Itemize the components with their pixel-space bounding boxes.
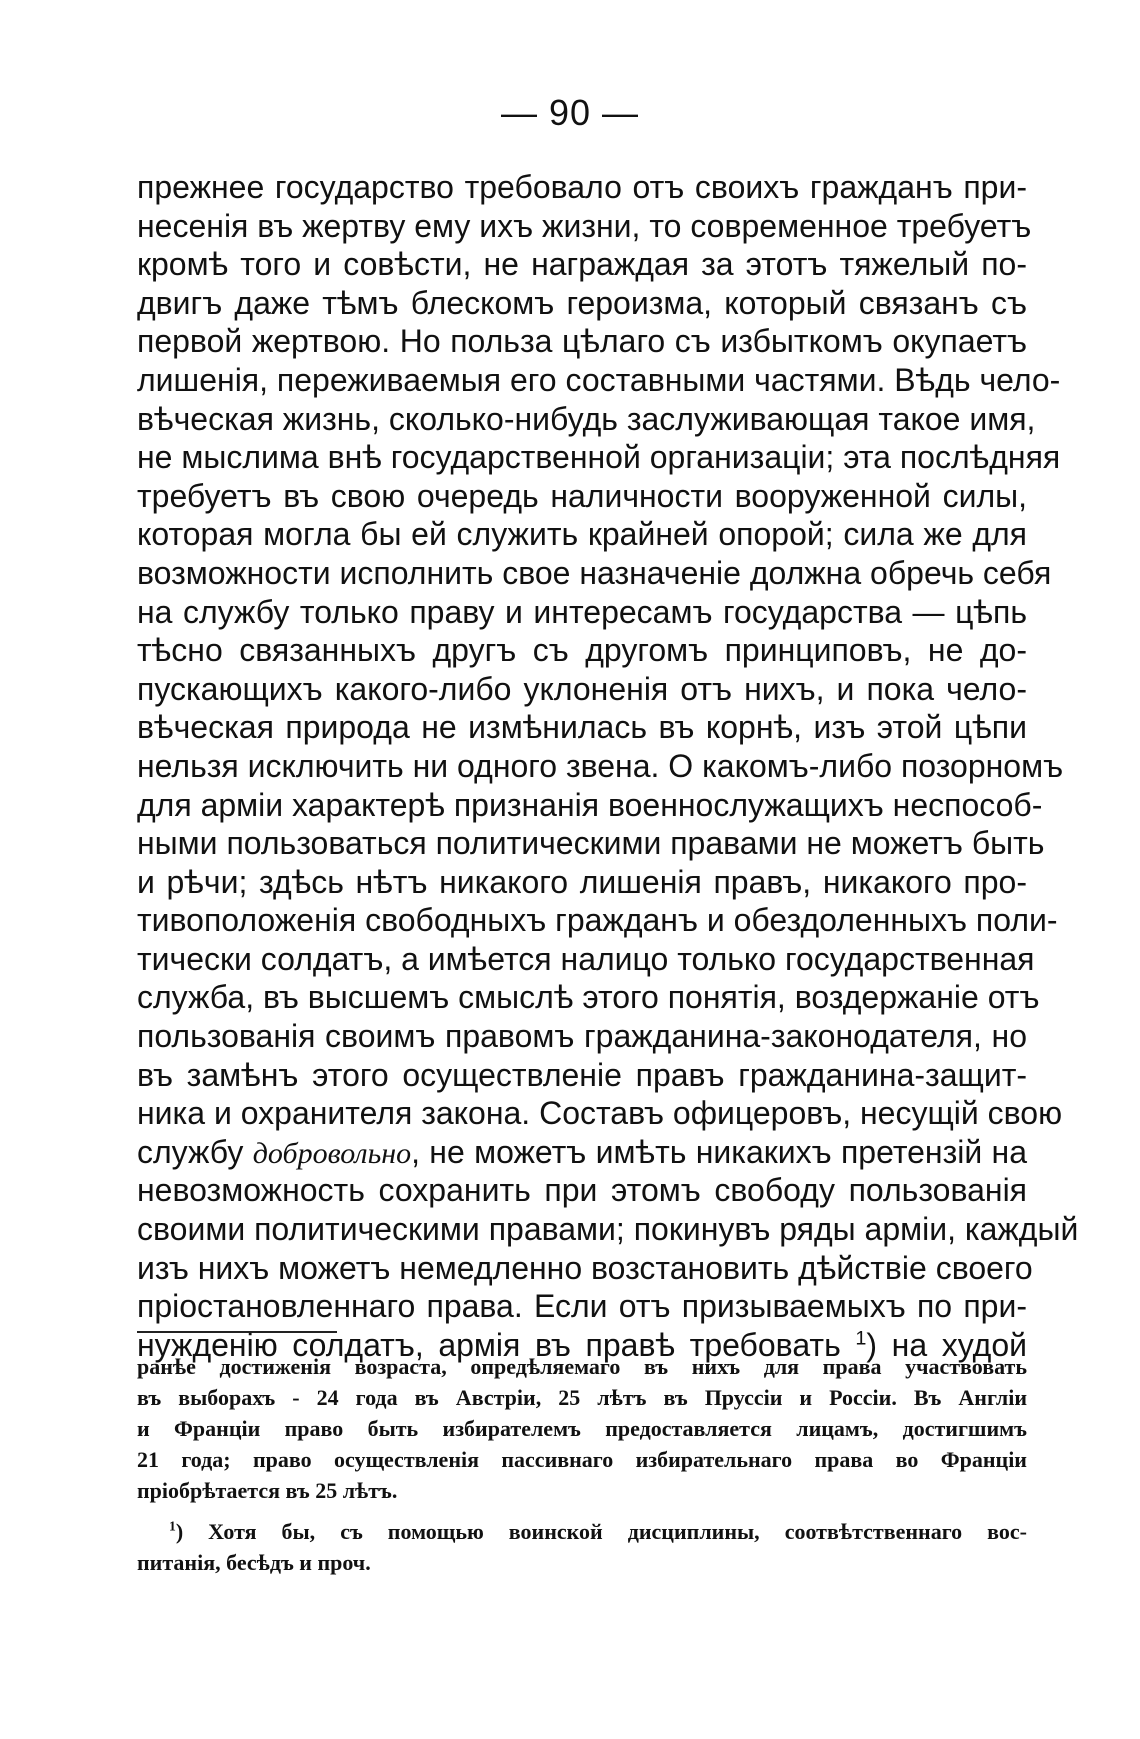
text-line: изъ нихъ можетъ немедленно возстановить дѣйствіе своего [137, 1249, 1033, 1286]
text-line: и рѣчи; здѣсь нѣтъ никакого лишенія правъ, никакого про- [137, 863, 1027, 900]
text-line: лишенія, переживаемыя его составными частями. Вѣдь чело- [137, 361, 1061, 398]
text-line: возможности исполнить свое назначеніе должна обречь себя [137, 554, 1052, 591]
footnote-line: ранѣе достиженія возраста, опредѣляемаго въ нихъ для права участвовать [137, 1354, 1027, 1379]
text-line: на службу только праву и интересамъ государства — цѣпь [137, 593, 1027, 630]
text-line-with-emphasis [137, 1133, 1027, 1172]
footnote-line: 21 года; право осуществленія пассивнаго избирательнаго права во Франціи [137, 1447, 1027, 1472]
text-line: требуетъ въ свою очередь наличности вооруженной силы, [137, 477, 1027, 514]
text-line: служба, въ высшемъ смыслѣ этого понятія, воздержаніе отъ [137, 979, 1040, 1016]
footnote-line: питанія, бесѣдъ и проч. [137, 1550, 371, 1575]
text-line: пользованія своимъ правомъ гражданина-законодателя, но [137, 1018, 1027, 1055]
text-line: несенія въ жертву ему ихъ жизни, то современное требуетъ [137, 207, 1032, 244]
text-line: которая могла бы ей служить крайней опорой; сила же для [137, 516, 1027, 553]
text-line: прежнее государство требовало отъ своихъ гражданъ при- [137, 169, 1027, 205]
footnote-marker: 1 [169, 1518, 176, 1534]
footnote-1 [137, 1516, 1027, 1547]
footnote-line: пріобрѣтается въ 25 лѣтъ. [137, 1478, 398, 1503]
emphasized-word: добровольно [252, 1136, 412, 1170]
text-fragment: , не можетъ имѣть никакихъ претензій на [411, 1133, 1028, 1170]
text-fragment: ) на худой [866, 1326, 1028, 1363]
text-line: кромѣ того и совѣсти, не награждая за этотъ тяжелый по- [137, 246, 1027, 283]
text-fragment: нужденію солдатъ, армія въ правѣ требовать [137, 1326, 856, 1363]
page-number: — 90 — [500, 92, 640, 133]
footnote-divider [137, 1331, 337, 1333]
text-line: вѣческая жизнь, сколько-нибудь заслуживающая такое имя, [137, 400, 1036, 437]
text-line: нельзя исключить ни одного звена. О какомъ-либо позорномъ [137, 747, 1064, 784]
text-line: двигъ даже тѣмъ блескомъ героизма, который связанъ съ [137, 284, 1027, 321]
text-line: невозможность сохранить при этомъ свободу пользованія [137, 1172, 1027, 1209]
text-line: ными пользоваться политическими правами не можетъ быть [137, 825, 1045, 862]
text-line: для арміи характерѣ признанія военнослужащихъ неспособ- [137, 786, 1043, 823]
text-line: тѣсно связанныхъ другъ съ другомъ принциповъ, не до- [137, 632, 1027, 669]
main-text-block [137, 168, 1079, 1364]
text-line: вѣческая природа не измѣнилась въ корнѣ, изъ этой цѣпи [137, 709, 1027, 746]
footnote-line: въ выборахъ - 24 года въ Австріи, 25 лѣтъ въ Пруссіи и Россіи. Въ Англіи [137, 1385, 1027, 1410]
text-line: тивоположенія свободныхъ гражданъ и обездоленныхъ поли- [137, 902, 1058, 939]
text-line: первой жертвою. Но польза цѣлаго съ избыткомъ окупаетъ [137, 323, 1027, 360]
footnote-reference[interactable]: 1 [855, 1327, 867, 1350]
text-line: не мыслима внѣ государственной организаціи; эта послѣдняя [137, 439, 1061, 476]
text-line: своими политическими правами; покинувъ ряды арміи, каждый [137, 1211, 1079, 1248]
text-fragment: службу [137, 1133, 253, 1170]
text-line: пускающихъ какого-либо уклоненія отъ нихъ, и пока чело- [137, 670, 1027, 707]
text-line: пріостановленнаго права. Если отъ призываемыхъ по при- [137, 1288, 1027, 1325]
footnotes-block [137, 1351, 1027, 1578]
footnote-text: ) Хотя бы, съ помощью воинской дисциплины, соотвѣтственнаго вос- [175, 1519, 1027, 1544]
text-line: тически солдатъ, а имѣется налицо только государственная [137, 940, 1035, 977]
text-line: въ замѣнъ этого осуществленіе правъ гражданина-защит- [137, 1056, 1027, 1093]
footnote-line: и Франціи право быть избирателемъ предоставляется лицамъ, достигшимъ [137, 1416, 1027, 1441]
text-line: ника и охранителя закона. Составъ офицеровъ, несущій свою [137, 1095, 1063, 1132]
